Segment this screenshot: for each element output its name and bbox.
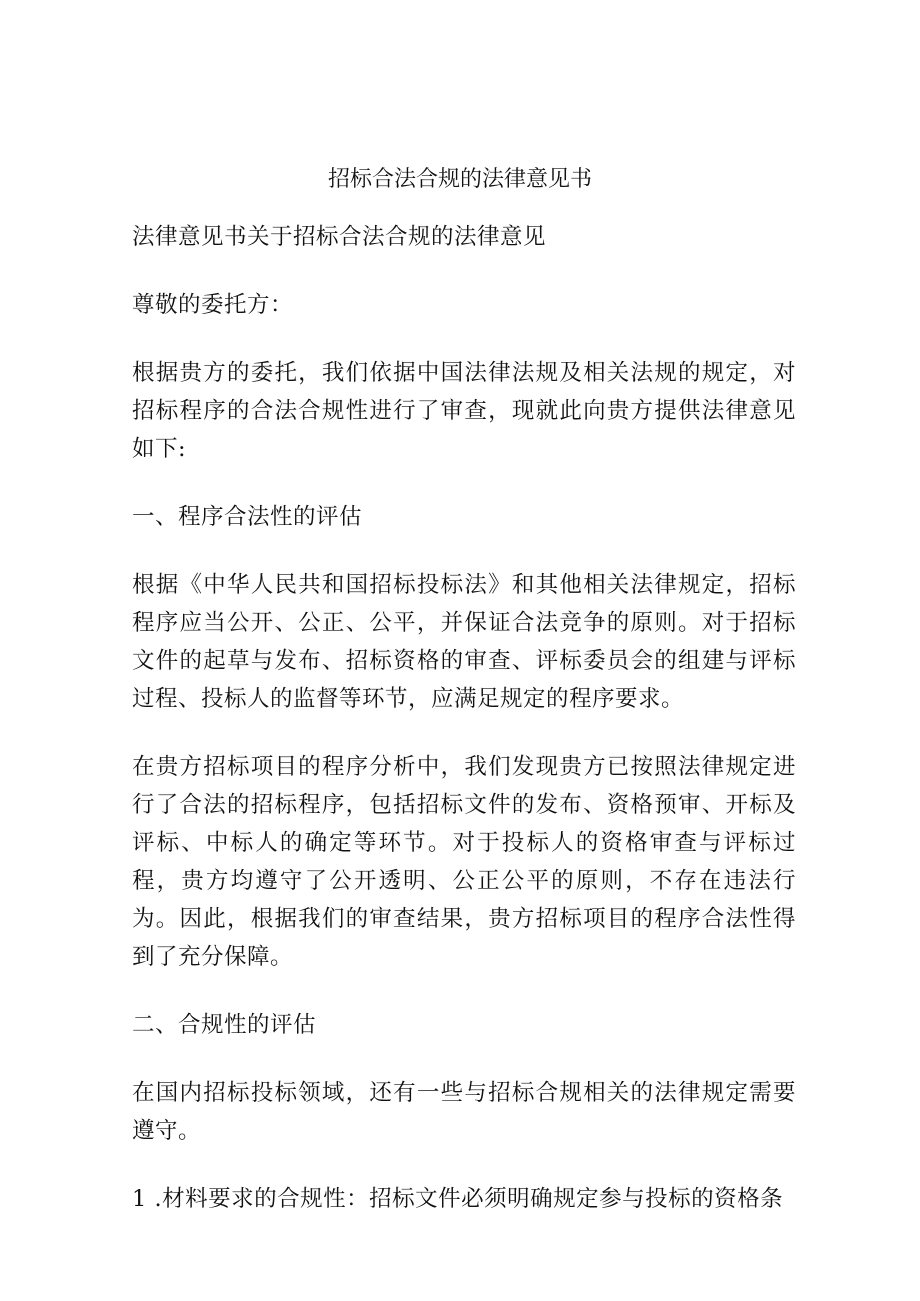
section-1-paragraph-2: 在贵方招标项目的程序分析中，我们发现贵方已按照法律规定进行了合法的招标程序，包括招标文件的发布、资格预审、开标及评标、中标人的确定等环节。对于投标人的资格审查与评标过程，贵方均遵守了公开透明、公正公平的原则，不存在违法行为。因此，根据我们的审查结果，贵方招标项目的程序合法性得到了充分保障。 [132, 754, 796, 970]
section-1-paragraph-1: 根据《中华人民共和国招标投标法》和其他相关法律规定，招标程序应当公开、公正、公平，并保证合法竞争的原则。对于招标文件的起草与发布、招标资格的审查、评标委员会的组建与评标过程、投标人的监督等环节，应满足规定的程序要求。 [132, 572, 796, 712]
document-title: 招标合法合规的法律意见书 [327, 167, 592, 192]
section-2-heading: 二、合规性的评估 [132, 1012, 317, 1038]
list-item-1: 1 .材料要求的合规性：招标文件必须明确规定参与投标的资格条 [132, 1186, 784, 1212]
document-body [132, 218, 796, 1248]
section-1-heading: 一、程序合法性的评估 [132, 504, 363, 530]
intro-paragraph: 根据贵方的委托，我们依据中国法律法规及相关法规的规定，对招标程序的合法合规性进行了审查，现就此向贵方提供法律意见如下: [132, 360, 796, 462]
document-subtitle: 法律意见书关于招标合法合规的法律意见 [132, 224, 547, 250]
section-2-paragraph-1: 在国内招标投标领域，还有一些与招标合规相关的法律规定需要遵守。 [132, 1080, 796, 1144]
salutation: 尊敬的委托方： [132, 292, 294, 318]
